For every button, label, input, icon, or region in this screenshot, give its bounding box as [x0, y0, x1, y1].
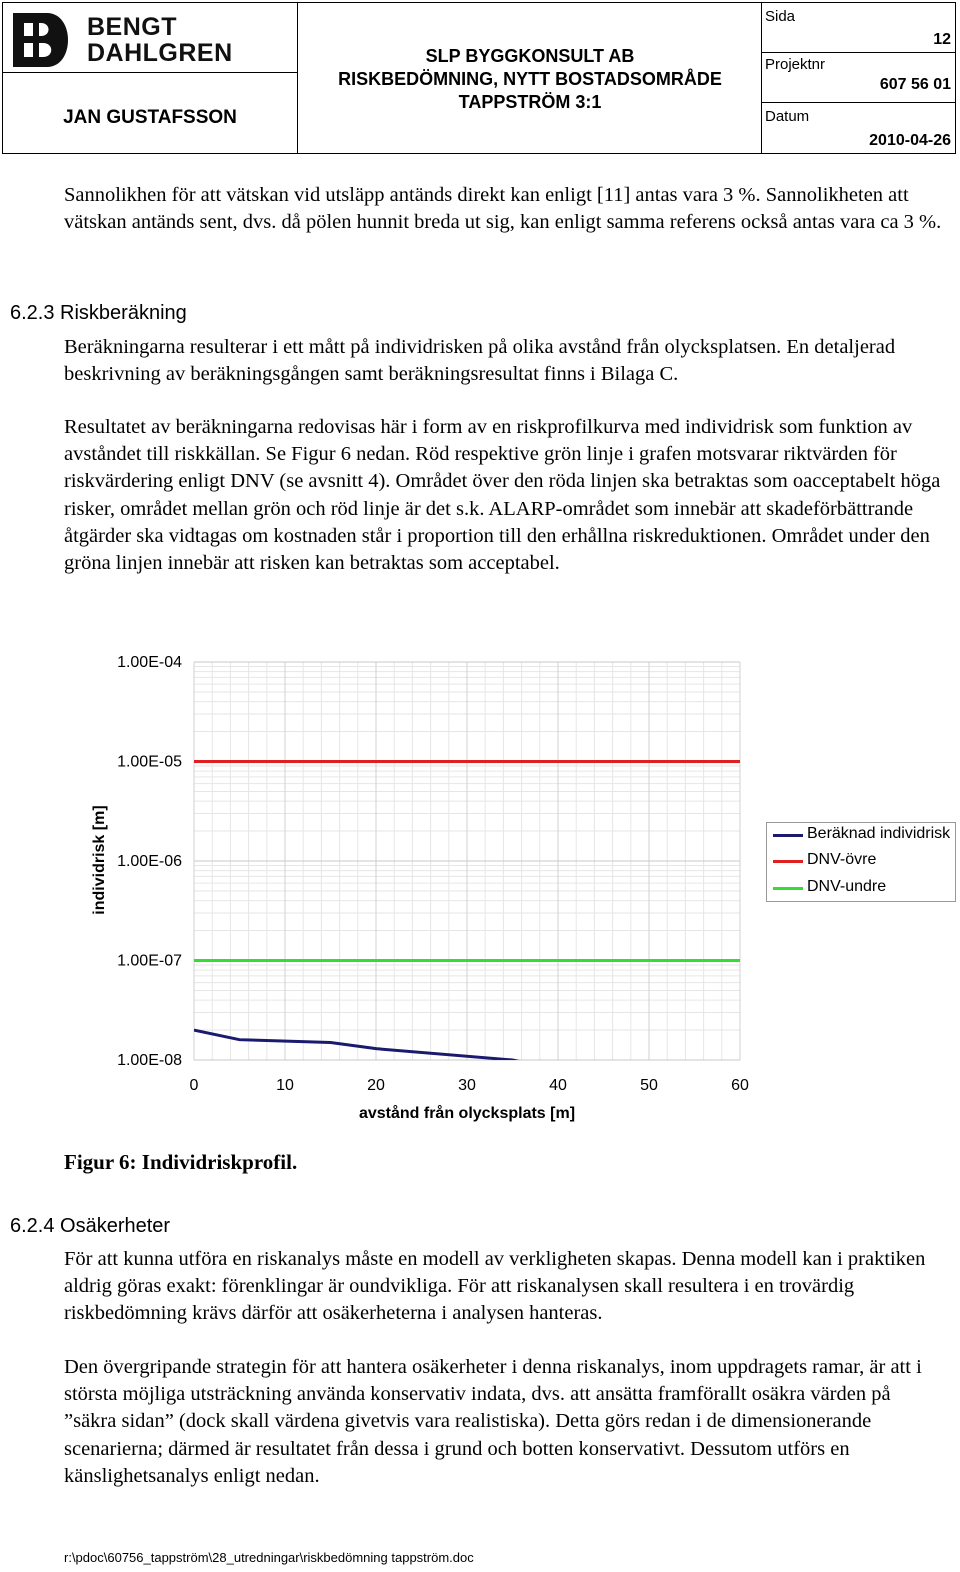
x-tick-label: 30: [458, 1077, 476, 1094]
date-label: Datum: [765, 108, 810, 125]
x-tick-label: 10: [276, 1077, 294, 1094]
y-axis-label: individrisk [m]: [91, 805, 108, 915]
document-title-block: [299, 45, 761, 114]
author-name: JAN GUSTAFSSON: [63, 107, 237, 128]
legend-item-dnv-upper: [767, 849, 955, 873]
x-tick-label: 40: [549, 1077, 567, 1094]
y-tick-label: 1.00E-04: [117, 654, 182, 671]
x-tick-label: 60: [731, 1077, 749, 1094]
y-tick-label: 1.00E-07: [117, 952, 182, 970]
legend-swatch-dnv-lower: [773, 887, 803, 890]
x-tick-label: 0: [189, 1077, 199, 1094]
file-path-footer: r:\pdoc\60756_tappström\28_utredningar\riskbedömning tappström.doc: [64, 1550, 474, 1565]
document-header: [2, 2, 956, 154]
paragraph-uncertainty-strategy: Den övergripande strategin för att hantera osäkerheter i denna riskanalys, inom uppdragets ramar, är att i största möjliga utsträckning använda konservativ indata, dvs. att ansätta framförallt osäkra värden på ”säkra sidan” (dock skall värdena givetvis vara realistiska). Detta görs redan i de dimensionerande scenarierna; därmed är resultatet från dessa i grund och botten konservativt. Dessutom utförs en känslighetsanalys enligt nedan.: [64, 1356, 922, 1487]
header-divider: [761, 3, 762, 153]
chart-legend: [766, 822, 956, 902]
logo-text-line2: DAHLGREN: [87, 39, 233, 67]
logo-mark-icon: [11, 11, 77, 69]
legend-swatch-dnv-upper: [773, 860, 803, 863]
legend-item-calculated: [767, 823, 955, 847]
legend-swatch-calculated: [773, 834, 803, 837]
section-heading-osakerheter: 6.2.4 Osäkerheter: [10, 1215, 171, 1237]
paragraph-results-description: Resultatet av beräkningarna redovisas här i form av en riskprofilkurva med individrisk som funktion av avståndet till riskkällan. Se Figur 6 nedan. Röd respektive grön linje i grafen motsvarar riktvärden för riskvärdering enligt DNV (se avsnitt 4). Området över den röda linjen ska betraktas som oacceptabelt höga risker, området mellan grön och röd linje är det s.k. ALARP-området som innebär att skadeförbättrande åtgärder ska vidtagas om kostnaden står i proportion till den erhållna riskreduktionen. Området under den gröna linjen innebär att risken kan betraktas som acceptabel.: [64, 416, 941, 575]
paragraph-calculation-summary: Beräkningarna resulterar i ett mått på individrisken på olika avstånd från olycksplatsen. En detaljerad beskrivning av beräkningsgången samt beräkningsresultat finns i Bilaga C.: [64, 336, 896, 386]
company-logo: [11, 11, 241, 69]
y-tick-label: 1.00E-05: [117, 753, 182, 771]
title-line1: RISKBEDÖMNING, NYTT BOSTADSOMRÅDE: [338, 69, 722, 89]
x-tick-label: 50: [640, 1077, 658, 1094]
page-number: 12: [933, 31, 951, 48]
header-divider: [297, 3, 298, 153]
x-tick-label: 20: [367, 1077, 385, 1094]
document-date: 2010-04-26: [869, 132, 951, 149]
legend-label-dnv-upper: DNV-övre: [807, 851, 877, 868]
title-line2: TAPPSTRÖM 3:1: [458, 92, 602, 112]
paragraph-model-uncertainty: För att kunna utföra en riskanalys måste en modell av verkligheten skapas. Denna modell kan i praktiken aldrig göras exakt: förenklingar är oundvikliga. För att riskanalysen skall resultera i en trovärdig riskbedömning krävs därför att osäkerheterna i analysen hanteras.: [64, 1248, 926, 1325]
section-heading-riskberakning: 6.2.3 Riskberäkning: [10, 302, 187, 324]
legend-label-calculated: Beräknad individrisk: [807, 825, 951, 842]
page-label: Sida: [765, 8, 796, 25]
y-tick-label: 1.00E-08: [117, 1052, 182, 1069]
header-divider: [3, 72, 297, 73]
paragraph-ignition-probability: Sannolikhen för att vätskan vid utsläpp antänds direkt kan enligt [11] antas vara 3 %. Sannolikheten att vätskan antänds sent, dvs. då pölen hunnit breda ut sig, kan enligt samma referens också antas vara ca 3 %.: [64, 184, 942, 234]
figure-caption: Figur 6: Individriskprofil.: [64, 1150, 298, 1174]
logo-text-line1: BENGT: [87, 13, 177, 41]
header-divider: [761, 52, 955, 53]
y-tick-label: 1.00E-06: [117, 853, 182, 870]
legend-label-dnv-lower: DNV-undre: [807, 878, 887, 895]
legend-item-dnv-lower: [767, 876, 955, 900]
x-axis-label: avstånd från olycksplats [m]: [358, 1105, 576, 1122]
company-name: SLP BYGGKONSULT AB: [425, 46, 635, 66]
project-number-label: Projektnr: [765, 56, 826, 73]
header-divider: [761, 102, 955, 103]
project-number: 607 56 01: [879, 76, 951, 93]
